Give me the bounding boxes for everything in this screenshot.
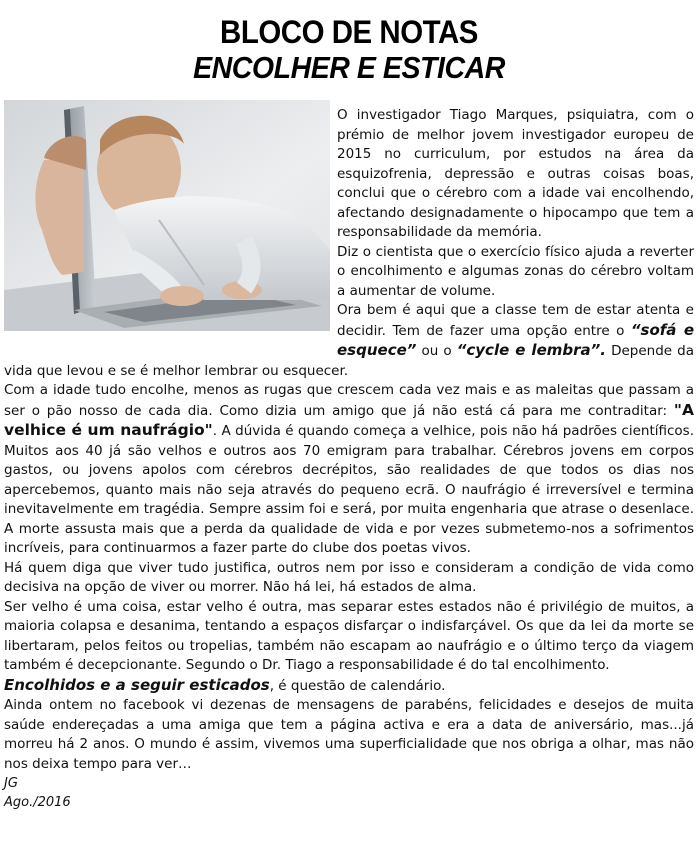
article-paragraph-8: Ainda ontem no facebook vi dezenas de mensagens de parabéns, felicidades e desejos de muita saúde endereçadas a uma amiga que tem a página activa e era a data de aniversário, mas...já morreu há 2 anos. O mundo é assim, vivemos uma superficialidade que nos obriga a olhar, mas não nos deixa tempo para ver… — [4, 697, 694, 772]
cycle-lembra-phrase: “cycle e lembra”. — [456, 341, 606, 359]
paragraph-3-text-b: ou o — [416, 343, 457, 359]
paragraph-3-text-c: Depende da vida que levou e se é melhor lembrar ou esquecer. — [4, 343, 694, 379]
article-paragraph-4 — [4, 381, 694, 559]
article-paragraph-1: O investigador Tiago Marques, psiquiatra, com o prémio de melhor jovem investigador europeu de 2015 no curriculum, por estudos na área da esquizofrenia, depressão e outras coisas boas, conclui que o cérebro com a idade vai encolhendo, afectando designadamente o hipocampo que tem a responsabilidade da memória. — [337, 107, 694, 240]
article-paragraph-7 — [4, 676, 694, 697]
encolhidos-phrase: Encolhidos e a seguir esticados — [4, 675, 270, 694]
paragraph-3-text-a: Ora bem é aqui que a classe tem de estar atenta e decidir. Tem de fazer uma opção entre o — [337, 302, 694, 339]
article-paragraph-2: Diz o cientista que o exercício físico ajuda a reverter o encolhimento e algumas zonas do cérebro voltam a aumentar de volume. — [337, 243, 694, 299]
signature-date: Ago./2016 — [4, 795, 71, 810]
article-body — [4, 106, 694, 812]
sofa-esquece-phrase: “sofá e esquece” — [337, 320, 694, 359]
velhice-quote: "A velhice é um naufrágio" — [4, 400, 694, 439]
photo-spacer — [4, 106, 337, 342]
article-paragraph-6: Ser velho é uma coisa, estar velho é outra, mas separar estes estados não é privilégio de muitos, a maioria colapsa e desanima, tentando a espaços disfarçar o indisfarçável. Os que da lei da morte se libertaram, pelos feitos ou tropelias, também não escapam ao naufrágio e o último terço da viagem também é decepcionante. Segundo o Dr. Tiago a responsabilidade é do tal encolhimento. — [4, 598, 694, 673]
paragraph-7-text: , é questão de calendário. — [269, 677, 446, 694]
article-paragraph-5: Há quem diga que viver tudo justifica, outros nem por isso e consideram a condição de vida como decisiva na opção de viver ou morrer. Não há lei, há estados de alma. — [4, 559, 694, 595]
signature-initials: JG — [4, 776, 18, 791]
paragraph-4-text-a: Com a idade tudo encolhe, menos as rugas que crescem cada vez mais e as maleitas que passam a ser o pão nosso de cada dia. Como dizia um amigo que já não está cá para me contraditar: — [4, 382, 694, 419]
page-title: BLOCO DE NOTAS — [220, 14, 478, 50]
page-subtitle: ENCOLHER E ESTICAR — [193, 50, 505, 85]
paragraph-4-text-b: . A dúvida é quando começa a velhice, pois não há padrões científicos. Muitos aos 40 já são velhos e outros aos 70 emigram para trabalhar. Cérebros jovens em corpos gastos, ou jovens apolos com cérebros decrépitos, são realidades de que todos os dias nos apercebemos, quanto mais não seja através do pequeno ecrã. O naufrágio é irreversível e termina inevitavelmente em tragédia. Sempre assim foi e será, por muita engenharia que atrase o desenlace. A morte assusta mais que a perda da qualidade de vida e por vezes submetemo-nos a sofrimentos incríveis, para continuarmos a fazer parte do clube dos poetas vivos. — [4, 423, 694, 556]
